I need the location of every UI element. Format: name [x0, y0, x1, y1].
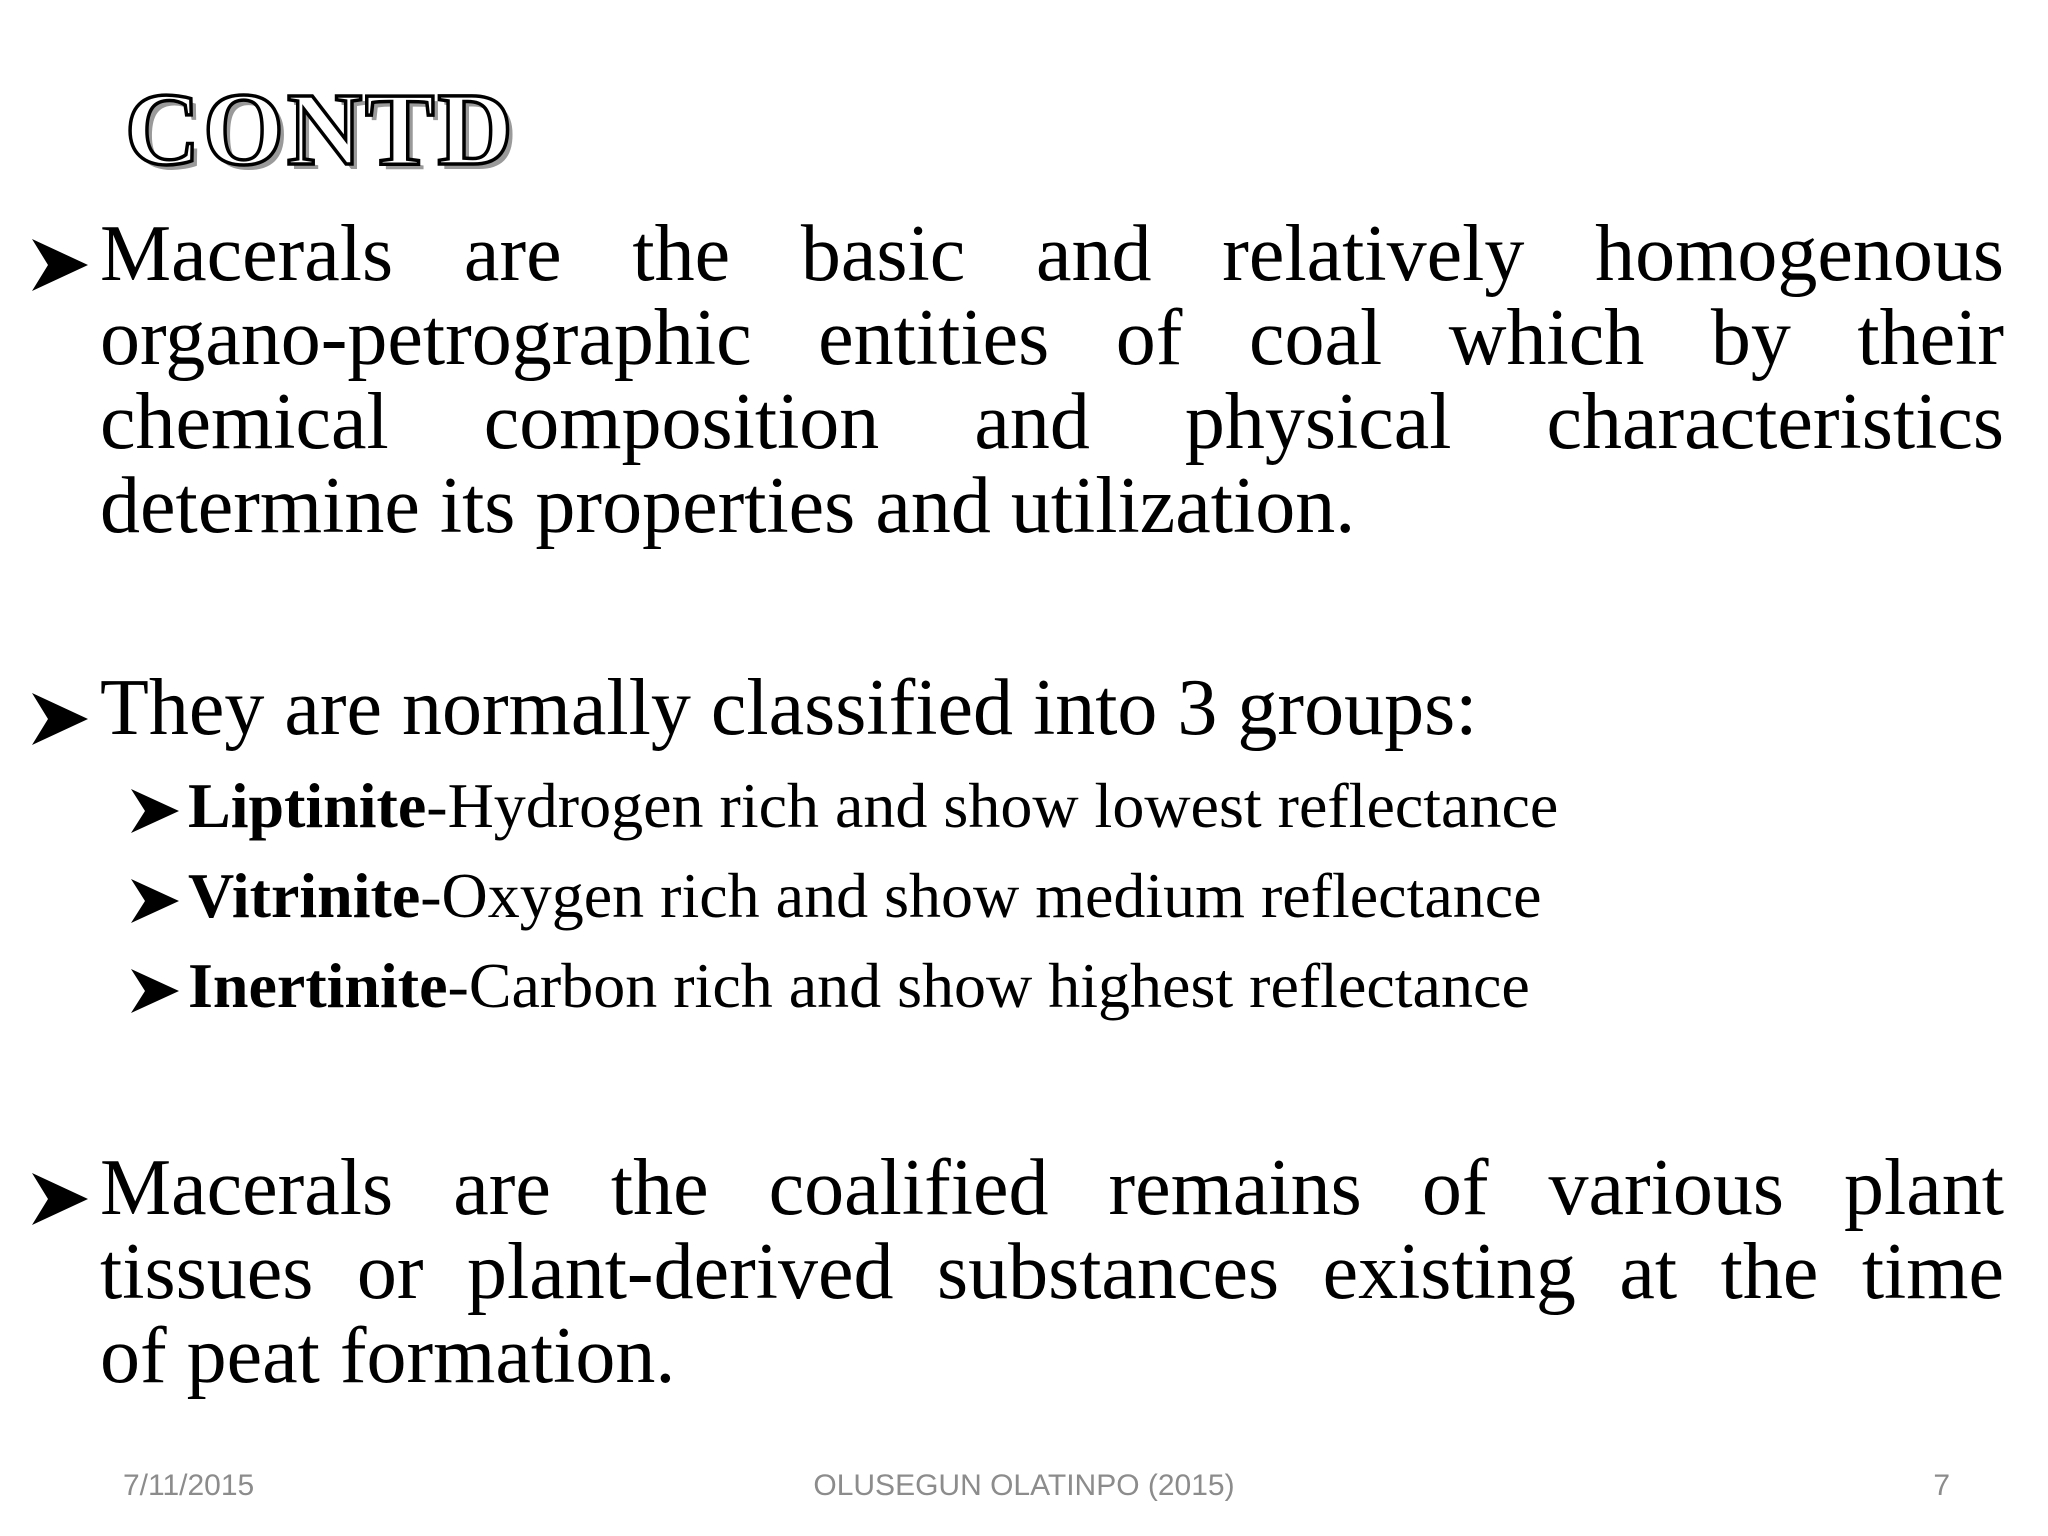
- bullet-line: chemical composition and physical characteristics: [100, 378, 2004, 466]
- bullet-text: [100, 666, 2004, 750]
- bullet-text: [100, 1146, 2004, 1398]
- bullet-line: Macerals are the basic and relatively homogenous: [100, 210, 2004, 298]
- footer-author: OLUSEGUN OLATINPO (2015): [813, 1469, 1235, 1502]
- sub-bullet-inertinite: [128, 946, 1530, 1026]
- arrow-bullet-icon: [128, 786, 188, 838]
- arrow-bullet-icon: [28, 236, 100, 296]
- sub-bullet-liptinite: [128, 766, 1558, 846]
- bullet-line: tissues or plant-derived substances existing at the time: [100, 1228, 2004, 1316]
- maceral-group-description: -Carbon rich and show highest reflectance: [447, 950, 1530, 1021]
- arrow-bullet-icon: [28, 690, 100, 750]
- bullet-macerals-definition: [28, 212, 2004, 548]
- bullet-coalified-remains: [28, 1146, 2004, 1398]
- sub-bullet-text: [188, 946, 1530, 1026]
- maceral-group-description: -Oxygen rich and show medium reflectance: [420, 860, 1542, 931]
- arrow-bullet-icon: [128, 876, 188, 928]
- bullet-line: Macerals are the coalified remains of various plant: [100, 1144, 2004, 1232]
- sub-bullet-text: [188, 766, 1558, 846]
- maceral-group-name: Inertinite: [188, 950, 448, 1021]
- sub-bullet-text: [188, 856, 1542, 936]
- bullet-line: organo-petrographic entities of coal which by their: [100, 294, 2004, 382]
- sub-bullet-vitrinite: [128, 856, 1542, 936]
- footer-date: 7/11/2015: [123, 1469, 255, 1502]
- bullet-line: of peat formation.: [100, 1312, 676, 1400]
- maceral-group-description: -Hydrogen rich and show lowest reflectance: [426, 770, 1559, 841]
- slide-title: CONTD: [125, 72, 516, 187]
- maceral-group-name: Vitrinite: [188, 860, 421, 931]
- bullet-classification: [28, 666, 2004, 750]
- maceral-group-name: Liptinite: [188, 770, 427, 841]
- arrow-bullet-icon: [128, 966, 188, 1018]
- footer-page-number: 7: [1933, 1469, 1950, 1502]
- bullet-line: determine its properties and utilization.: [100, 462, 1356, 550]
- bullet-line: They are normally classified into 3 groups:: [100, 664, 1478, 752]
- bullet-text: [100, 212, 2004, 548]
- arrow-bullet-icon: [28, 1170, 100, 1230]
